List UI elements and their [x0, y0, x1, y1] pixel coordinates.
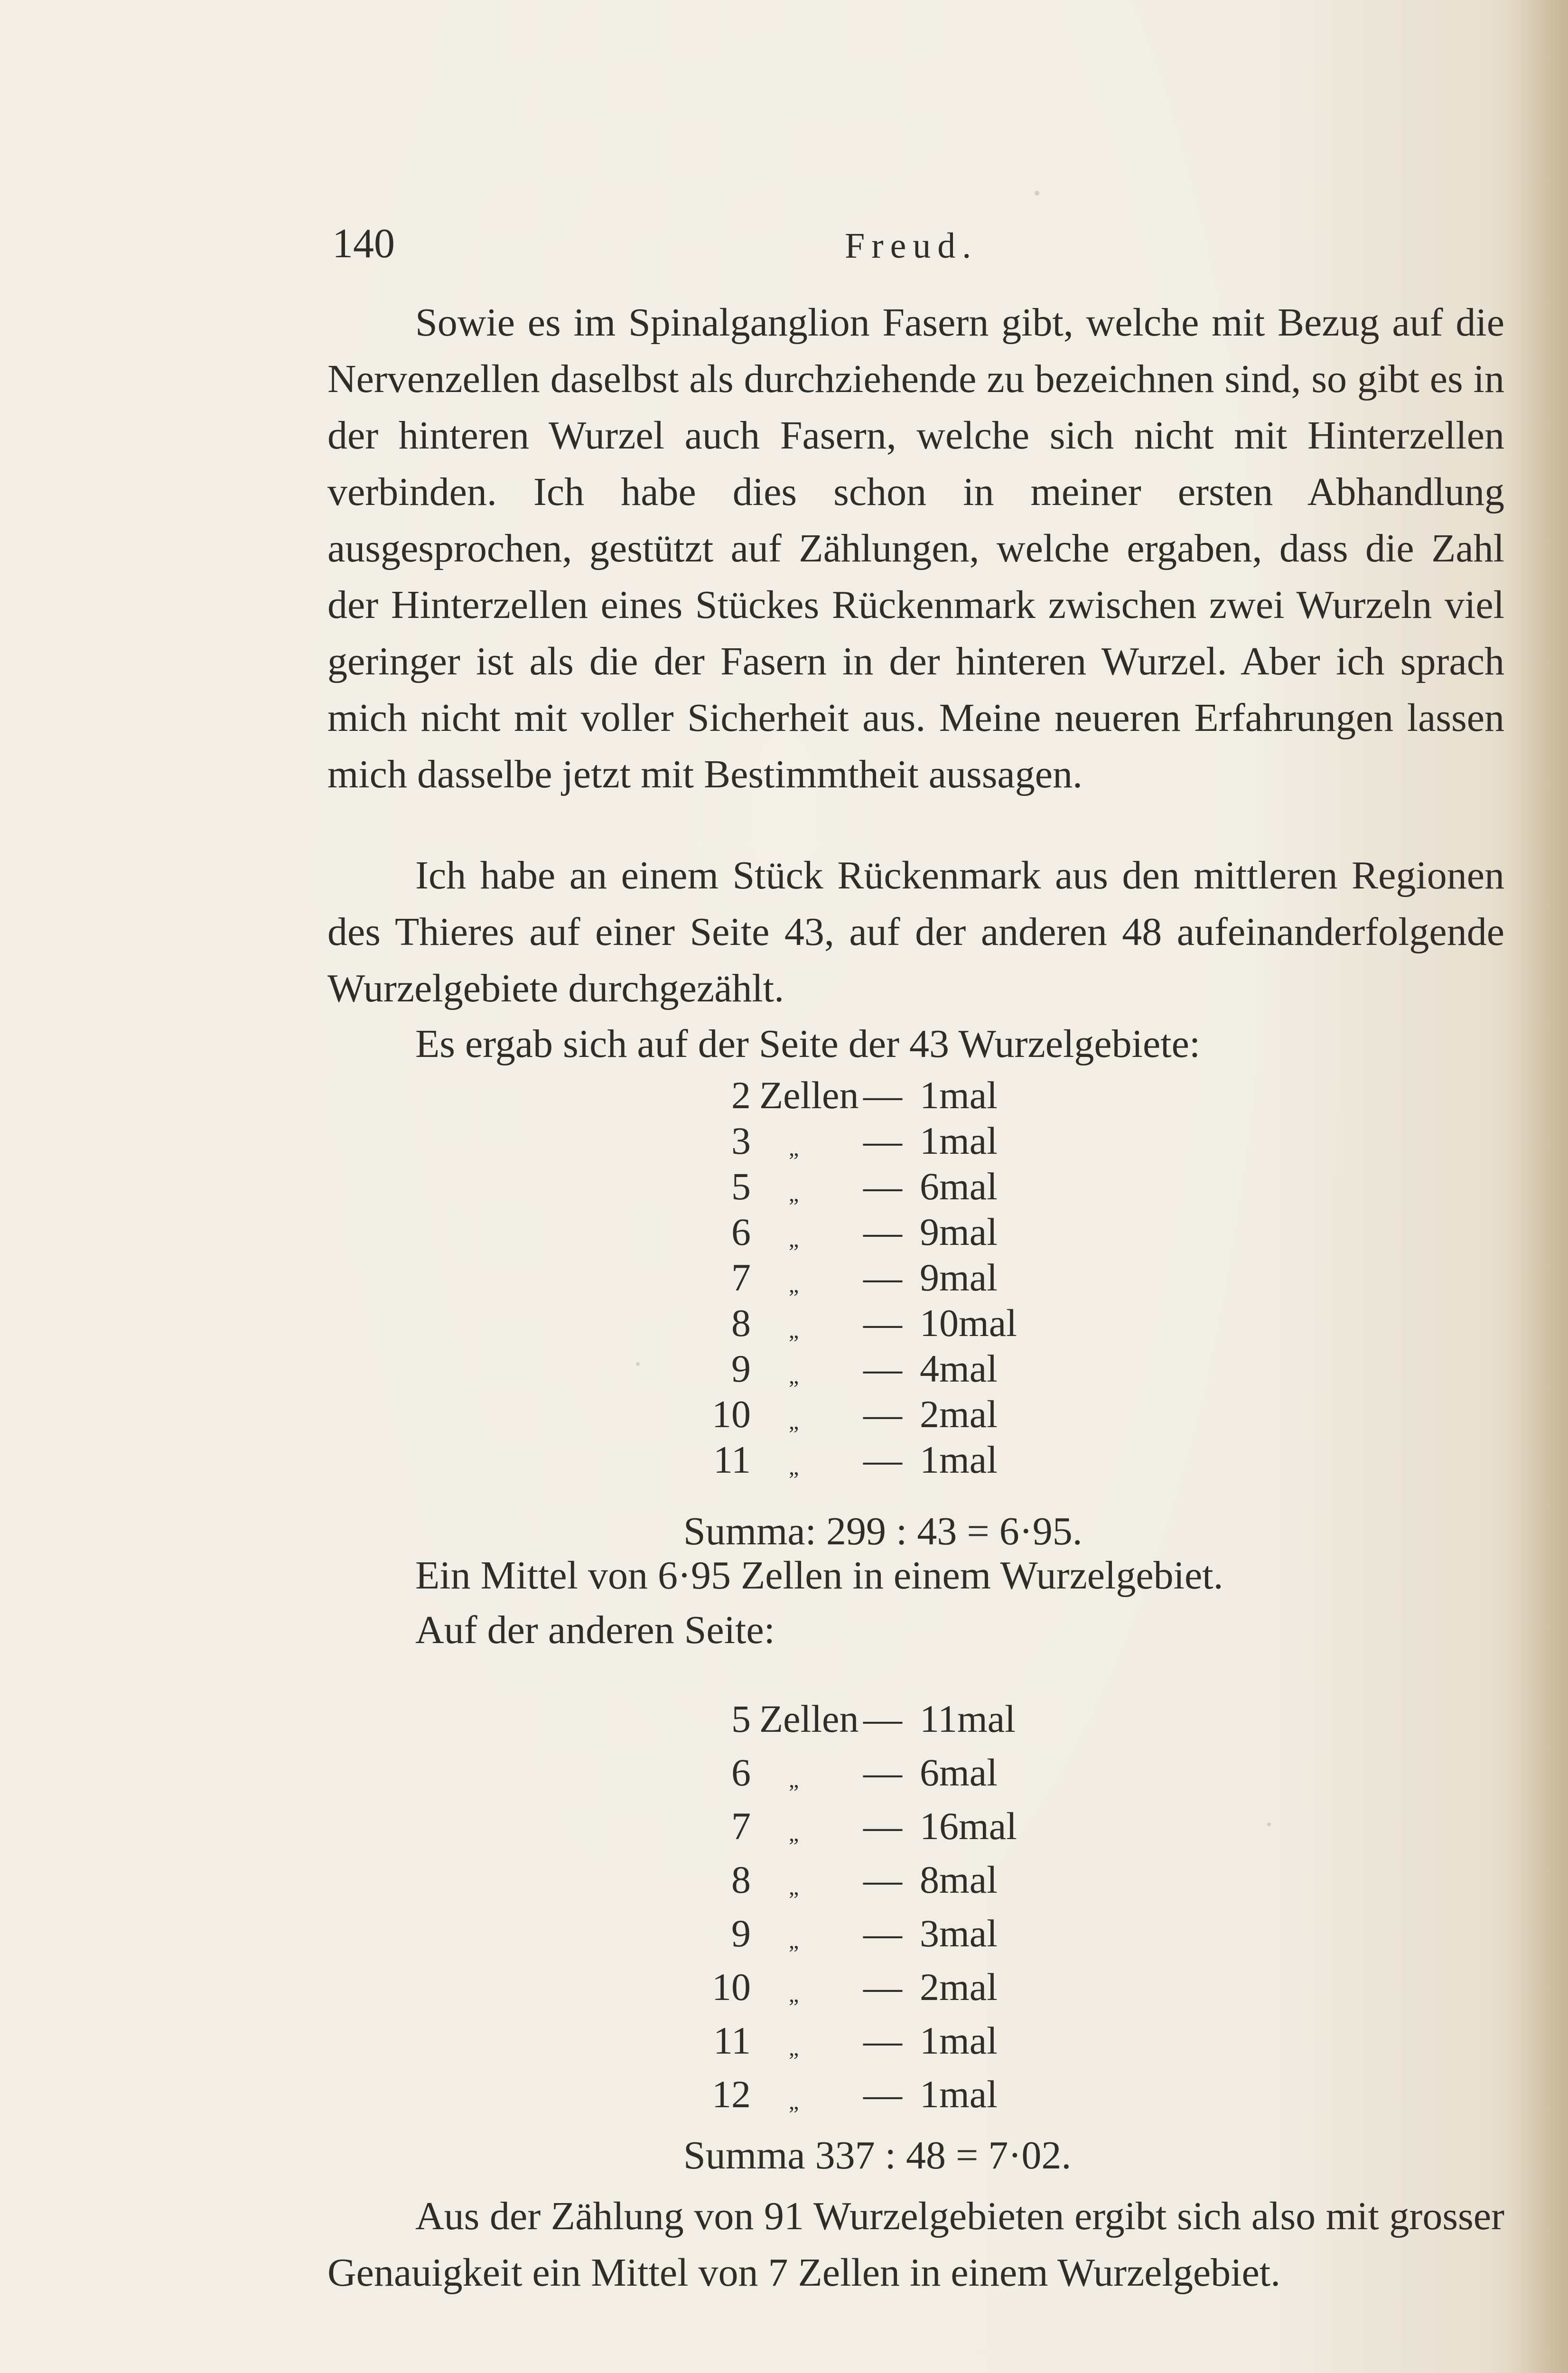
unit-label: Zellen [759, 1697, 859, 1740]
paragraph-1: Sowie es im Spinalganglion Fasern gibt, welche mit Bezug auf die Nervenzellen daselbst als durchziehende zu bezeichnen sind, so gibt es in der hinteren Wurzel auch Fasern, welche sich nicht mit Hinterzellen verbinden. Ich habe dies schon in meiner ersten Abhandlung ausgesprochen, gestützt auf Zählungen, welche ergaben, dass die Zahl der Hinterzellen eines Stückes Rückenmark zwischen zwei Wurzeln viel geringer ist als die der Fasern in der hinteren Wurzel. Aber ich sprach mich nicht mit voller Sicherheit aus. Meine neueren Erfahrungen lassen mich dasselbe jetzt mit Bestimmtheit aussagen. [327, 300, 1504, 796]
dash: — [863, 1165, 902, 1208]
cell-count: 6 [731, 1750, 751, 1794]
unit-label: Zellen [759, 1074, 859, 1117]
paragraph-2: Ich habe an einem Stück Rückenmark aus den mittleren Regionen des Thieres auf einer Seite 43, auf der anderen 48 aufeinanderfolgende Wurzelgebiete durchgezählt. [327, 853, 1504, 1010]
table-row [669, 1392, 1191, 1437]
frequency: 9mal [920, 1210, 998, 1253]
count-table-other-side [669, 1692, 1191, 2121]
table-row [669, 1437, 1191, 1483]
cell-count: 10 [712, 1392, 751, 1436]
paragraph-block [327, 1016, 1504, 1072]
frequency: 16mal [920, 1804, 1017, 1848]
frequency: 4mal [920, 1347, 998, 1390]
dash: — [863, 1804, 902, 1848]
dash: — [863, 1750, 902, 1794]
cell-count: 2 [731, 1074, 751, 1117]
cell-count: 9 [731, 1911, 751, 1955]
dash: — [863, 1697, 902, 1740]
dash: — [863, 1438, 902, 1481]
table-row [669, 1346, 1191, 1392]
table-row [669, 1906, 1191, 1960]
page-number: 140 [332, 221, 395, 267]
cell-count: 5 [731, 1165, 751, 1208]
cell-count: 6 [731, 1210, 751, 1253]
table-row [669, 1073, 1191, 1118]
dash: — [863, 1911, 902, 1955]
page-header [332, 223, 1500, 280]
running-head: Freud. [845, 226, 978, 266]
ditto-mark: „ [789, 1272, 799, 1298]
table-row [669, 1118, 1191, 1164]
table-row [669, 1692, 1191, 1746]
count-table-first-side [669, 1073, 1191, 1483]
page-edge-shadow [1511, 0, 1568, 2373]
cell-count: 7 [731, 1256, 751, 1299]
cell-count: 11 [713, 1438, 751, 1481]
frequency: 6mal [920, 1750, 998, 1794]
dash: — [863, 1119, 902, 1162]
frequency: 10mal [920, 1301, 1017, 1345]
frequency: 1mal [920, 1438, 998, 1481]
frequency: 11mal [920, 1697, 1016, 1740]
cell-count: 8 [731, 1301, 751, 1345]
dash: — [863, 1347, 902, 1390]
ditto-mark: „ [789, 2035, 799, 2061]
paragraph-6: Aus der Zählung von 91 Wurzelgebieten ergibt sich also mit grosser Genauigkeit ein Mittel von 7 Zellen in einem Wurzelgebiet. [327, 2194, 1504, 2295]
table-row [669, 1746, 1191, 1799]
dash: — [863, 1965, 902, 2009]
ditto-mark: „ [789, 1227, 799, 1252]
dash: — [863, 1301, 902, 1345]
frequency: 8mal [920, 1858, 998, 1901]
frequency: 2mal [920, 1392, 998, 1436]
cell-count: 3 [731, 1119, 751, 1162]
frequency: 1mal [920, 2018, 998, 2062]
cell-count: 12 [712, 2072, 751, 2116]
frequency: 1mal [920, 1119, 998, 1162]
table-row [669, 1960, 1191, 2014]
dash: — [863, 1210, 902, 1253]
ditto-mark: „ [789, 1455, 799, 1480]
frequency: 3mal [920, 1911, 998, 1955]
paragraph-block [327, 1602, 1504, 1658]
cell-count: 9 [731, 1347, 751, 1390]
dash: — [863, 2018, 902, 2062]
frequency: 1mal [920, 2072, 998, 2116]
ditto-mark: „ [789, 1136, 799, 1161]
dash: — [863, 1392, 902, 1436]
ditto-mark: „ [789, 1821, 799, 1846]
dash: — [863, 2072, 902, 2116]
frequency: 1mal [920, 1074, 998, 1117]
cell-count: 10 [712, 1965, 751, 2009]
paper-speck [1267, 1822, 1271, 1826]
frequency: 2mal [920, 1965, 998, 2009]
table-row [669, 1300, 1191, 1346]
ditto-mark: „ [789, 1767, 799, 1793]
table-row [669, 2067, 1191, 2121]
cell-count: 5 [731, 1697, 751, 1740]
dash: — [863, 1256, 902, 1299]
sum-other-side: Summa 337 : 48 = 7·02. [683, 2133, 1072, 2177]
paragraph-block [327, 1547, 1504, 1604]
table-row [669, 2014, 1191, 2067]
cell-count: 7 [731, 1804, 751, 1848]
frequency: 9mal [920, 1256, 998, 1299]
table-row [669, 1853, 1191, 1906]
ditto-mark: „ [789, 1874, 799, 1900]
dash: — [863, 1074, 902, 1117]
table-row [669, 1799, 1191, 1853]
paragraph-block [327, 847, 1504, 1017]
frequency: 6mal [920, 1165, 998, 1208]
paper-speck [636, 1362, 640, 1366]
ditto-mark: „ [789, 1409, 799, 1434]
ditto-mark: „ [789, 1981, 799, 2007]
ditto-mark: „ [789, 1364, 799, 1389]
ditto-mark: „ [789, 1181, 799, 1206]
paragraph-5: Auf der anderen Seite: [415, 1608, 775, 1652]
paragraph-block [327, 294, 1504, 803]
paper-speck [1035, 191, 1039, 196]
paragraph-3: Es ergab sich auf der Seite der 43 Wurzelgebiete: [415, 1022, 1201, 1066]
cell-count: 8 [731, 1858, 751, 1901]
paragraph-block [327, 2188, 1504, 2301]
sum-first-side: Summa: 299 : 43 = 6·95. [683, 1509, 1083, 1553]
table-row [669, 1209, 1191, 1255]
table-row [669, 1164, 1191, 1209]
table-row [669, 1255, 1191, 1300]
cell-count: 11 [713, 2018, 751, 2062]
ditto-mark: „ [789, 1318, 799, 1343]
ditto-mark: „ [789, 2089, 799, 2114]
paragraph-4: Ein Mittel von 6·95 Zellen in einem Wurzelgebiet. [415, 1553, 1223, 1598]
dash: — [863, 1858, 902, 1901]
ditto-mark: „ [789, 1928, 799, 1953]
